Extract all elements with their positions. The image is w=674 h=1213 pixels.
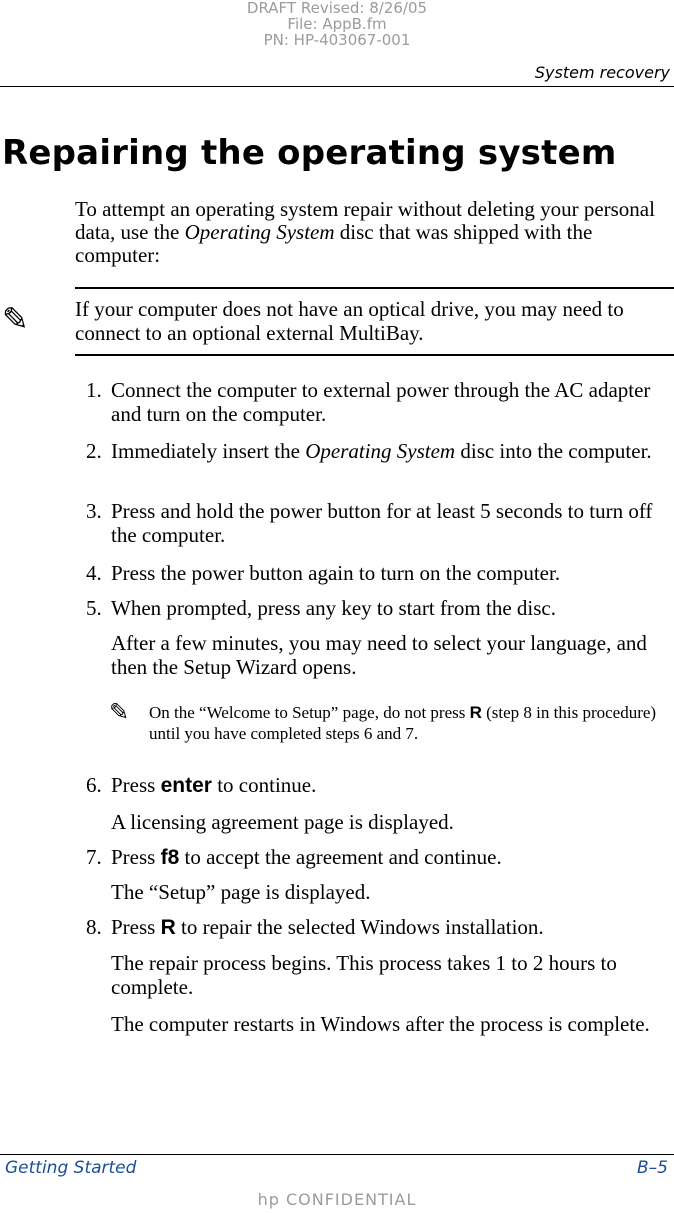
step-number: 6. <box>86 773 102 797</box>
page-title: Repairing the operating system <box>2 133 617 173</box>
step-number: 3. <box>86 499 102 523</box>
subnote-text <box>149 702 669 744</box>
step-text-before: Press <box>111 773 161 797</box>
step-text <box>111 773 671 798</box>
draft-file: File: AppB.fm <box>287 15 387 33</box>
step-text-before: Press <box>111 845 161 869</box>
note-bottom-rule <box>75 354 674 356</box>
subnote-text-after: (step 8 in this procedure) until you have completed steps 6 and 7. <box>149 703 657 743</box>
key-label: enter <box>160 774 212 797</box>
step-text-after: to repair the selected Windows installation. <box>175 915 544 939</box>
step-text-after: to accept the agreement and continue. <box>179 845 502 869</box>
step-followup: The repair process begins. This process takes 1 to 2 hours to complete. <box>111 951 617 999</box>
step-text-before: Immediately insert the <box>111 439 306 463</box>
intro-text-before: To attempt an operating system repair without deleting your personal data, use the <box>75 197 655 244</box>
key-label: R <box>160 916 176 939</box>
draft-revised: DRAFT Revised: 8/26/05 <box>246 0 428 17</box>
step-text: Press and hold the power button for at least 5 seconds to turn off the computer. <box>111 499 653 547</box>
step-number: 7. <box>86 845 102 869</box>
footer-page-number: B–5 <box>637 1158 668 1178</box>
intro-paragraph <box>75 198 665 267</box>
step-followup: After a few minutes, you may need to select your language, and then the Setup Wizard opens. <box>111 631 647 679</box>
footer-book-title: Getting Started <box>5 1158 137 1178</box>
step-text <box>111 915 671 940</box>
step-text-after: to continue. <box>211 773 317 797</box>
running-head: System recovery <box>534 63 670 82</box>
step-text: Connect the computer to external power through the AC adapter and turn on the computer. <box>111 378 651 426</box>
step-number: 2. <box>86 439 102 463</box>
note-top-rule <box>75 287 674 289</box>
step-text-before: Press <box>111 915 161 939</box>
header-rule <box>0 86 674 87</box>
step-followup: The computer restarts in Windows after the process is complete. <box>111 1012 650 1036</box>
step-followup: The “Setup” page is displayed. <box>111 880 371 904</box>
pencil-note-icon: ✎ <box>109 698 130 726</box>
step-number: 8. <box>86 915 102 939</box>
key-label: R <box>469 703 482 722</box>
step-text-after: disc into the computer. <box>455 439 652 463</box>
step-number: 5. <box>86 596 102 620</box>
step-followup: A licensing agreement page is displayed. <box>111 810 454 834</box>
step-text <box>111 439 671 463</box>
step-number: 4. <box>86 561 102 585</box>
intro-text-after: disc that was shipped with the computer: <box>75 220 593 267</box>
step-disc-name: Operating System <box>305 439 456 463</box>
intro-disc-name: Operating System <box>184 220 335 244</box>
step-text <box>111 845 671 870</box>
step-number: 1. <box>86 378 102 402</box>
key-label: f8 <box>160 846 180 869</box>
subnote-text-before: On the “Welcome to Setup” page, do not press <box>149 703 470 722</box>
draft-header <box>0 0 674 48</box>
draft-pn: PN: HP-403067-001 <box>263 31 411 49</box>
footer-rule <box>0 1154 674 1155</box>
step-text: Press the power button again to turn on the computer. <box>111 561 561 585</box>
confidential-marking: hp CONFIDENTIAL <box>257 1190 417 1209</box>
note-text: If your computer does not have an optical drive, you may need to connect to an optional external MultiBay. <box>75 297 624 345</box>
pencil-note-icon: ✎ <box>2 300 29 338</box>
step-text: When prompted, press any key to start from the disc. <box>111 596 556 620</box>
